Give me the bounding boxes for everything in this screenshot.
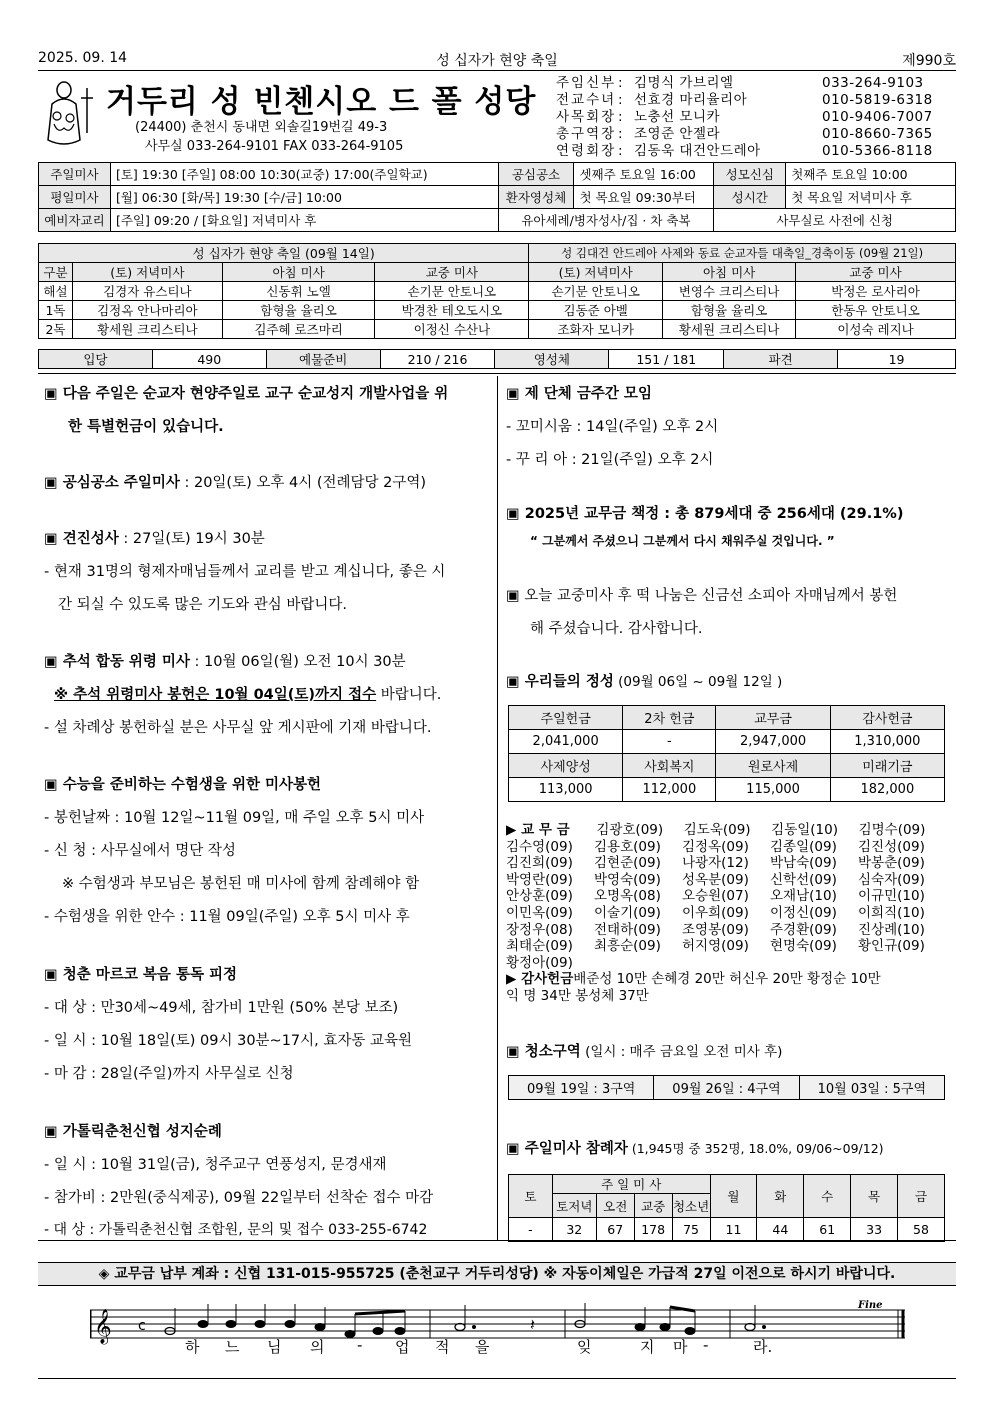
staff-phone: 033-264-9103 [822,75,924,91]
table-header: 성 김대건 안드레아 사제와 동료 순교자들 대축일_경축이동 (09월 21일) [529,244,956,263]
list-item [506,938,946,955]
donor-name: 김정옥(09) [682,838,749,855]
donor-name: 이정신(09) [770,904,837,921]
notice-text: 해 주셨습니다. 감사합니다. [530,621,703,637]
table-header: 월 [710,1175,757,1218]
staff-role: 사목회장 [556,109,617,125]
donor-name: 박영란(09) [506,871,573,888]
table-cell: 박경찬 테오도시오 [375,301,529,320]
donor-name: 김종일(09) [770,838,837,855]
notice-heading: ▣ 견진성사 [44,531,119,547]
table-cell: 178 [634,1218,672,1242]
staff-name: 노충선 모니카 [634,109,721,125]
staff-role: 연령회장 [556,143,617,159]
donor-name: 김수영(09) [506,838,573,855]
notice-memorial-mass [44,650,406,671]
donor-name: 황인규(09) [858,938,925,955]
notice-heading: ▣ 추석 합동 위령 미사 [44,654,190,670]
staff-role: 주임신부 [556,75,617,91]
svg-text:c: c [138,1318,146,1334]
donor-name: 이민옥(09) [506,904,573,921]
cleaning-table [508,1075,945,1100]
table-row [39,282,956,301]
staff-phone: 010-5366-8118 [822,143,933,159]
notice-text: - 마 감 : 28일(주일)까지 사무실로 신청 [44,1066,294,1082]
divider [38,70,956,71]
notice-cleaning [506,1040,782,1061]
table-header: 예물준비 [266,350,380,369]
svg-text:𝄽: 𝄽 [530,1315,535,1334]
table-header: 사회복지 [623,754,716,778]
notice-text: 바랍니다. [376,687,442,703]
church-address: (24400) 춘천시 동내면 외솔길19번길 49-3 [135,120,388,135]
table-cell: 황세원 크리스티나 [663,320,796,339]
list-item [506,988,946,1005]
staff-name: 조영준 안젤라 [634,126,721,142]
notice-heading: ▣ 제 단체 금주간 모임 [506,386,652,402]
table-cell: 113,000 [509,778,623,802]
church-address-block [135,118,403,156]
column-divider [497,376,498,1240]
list-item [506,872,946,889]
table-cell: 09월 26일 : 4구역 [654,1076,799,1100]
table-header: (토) 저녁미사 [529,263,663,282]
list-item [506,855,946,872]
table-row [39,320,956,339]
list-item [506,822,946,839]
table-header: 2차 헌금 [623,706,716,730]
notice-text: - 봉헌날짜 : 10월 12일~11월 09일, 매 주일 오후 5시 미사 [44,810,425,826]
table-header: (토) 저녁미사 [72,263,222,282]
table-cell: 유아세례/병자성사/집 · 차 축복 [498,209,714,232]
table-cell: 성시간 [714,186,786,209]
table-cell: - [623,730,716,754]
lyric-syllable: 라. [753,1338,773,1356]
table-cell: 490 [152,350,266,369]
table-cell: 이성숙 레지나 [796,320,956,339]
table-cell: 환자영성체 [498,186,574,209]
table-row [39,350,956,369]
table-header: 아침 미사 [222,263,375,282]
staff-row: 주임신부 : 김명식 가브리엘 033-264-9103 [556,75,924,91]
donor-name: 이규민(10) [858,888,925,905]
table-cell: 함형율 율리오 [663,301,796,320]
donor-name: 오승원(07) [682,888,749,905]
staff-row: 전교수녀 : 선효경 마리율리아 010-5819-6318 [556,92,933,108]
staff-role: 총구역장 [556,126,617,142]
donor-name: 박남숙(09) [770,855,837,872]
attendance-table [508,1174,945,1242]
church-name: 거두리 성 빈첸시오 드 폴 성당 [106,84,537,120]
table-cell: 손기문 안토니오 [375,282,529,301]
table-header: 교중 [634,1194,672,1218]
donor-name: 이술기(09) [594,904,661,921]
table-cell: 210 / 216 [380,350,495,369]
table-header: 성 십자가 현양 축일 (09월 14일) [39,244,529,263]
notice-heading: ▣ 청소구역 [506,1044,581,1060]
lyric-syllable: 의 [310,1338,325,1356]
notice-heading: ▣ 우리들의 정성 [506,674,614,690]
notice-text: : 20일(토) 오후 4시 (전례담당 2구역) [179,475,427,491]
church-logo-icon [42,78,98,148]
lyric-syllable: 을 [475,1338,490,1356]
donor-name: 허지영(09) [682,938,749,955]
donor-name: 황정아(09) [506,954,573,971]
staff-row: 사목회장 : 노충선 모니카 010-9406-7007 [556,109,933,125]
donor-name: 오재남(10) [770,888,837,905]
staff-phone: 010-9406-7007 [822,109,933,125]
table-header: 토 [509,1175,553,1218]
notice-heading: ▣ 청춘 마르코 복음 통독 피정 [44,967,238,983]
notice-text: - 대 상 : 가톨릭춘천신협 조합원, 문의 및 접수 033-255-6742 [44,1222,428,1238]
donor-name: 심숙자(09) [858,871,925,888]
notice-text: - 대 상 : 만30세~49세, 참가비 1만원 (50% 본당 보조) [44,1000,399,1016]
table-cell: 33 [851,1218,898,1242]
table-header: 주일헌금 [509,706,623,730]
table-header: 오전 [596,1194,634,1218]
table-row [509,1175,945,1194]
issue-date: 2025. 09. 14 [38,50,128,66]
donor-name: 이희직(10) [858,904,925,921]
table-header: 토저녁 [552,1194,596,1218]
lyric-syllable: 느 [225,1338,240,1356]
table-cell: [월] 06:30 [화/목] 19:30 [수/금] 10:00 [110,186,498,209]
donor-name: 진상례(10) [858,921,925,938]
table-cell: 10월 03일 : 5구역 [799,1076,944,1100]
donor-name: 신학선(09) [770,871,837,888]
table-row [39,186,956,209]
table-header: 구분 [39,263,73,282]
table-cell: 셋째주 토요일 16:00 [574,163,714,186]
table-cell: 김경자 유스티나 [72,282,222,301]
table-cell: 김정옥 안나마리아 [72,301,222,320]
table-header: 교중 미사 [375,263,529,282]
table-header: 아침 미사 [663,263,796,282]
table-cell: - [509,1218,553,1242]
liturgy-roles-table [38,243,956,339]
table-cell: 61 [804,1218,851,1242]
table-cell: 첫째주 토요일 10:00 [786,163,956,186]
donor-name: 나광자(12) [682,855,749,872]
notice-text: - 신 청 : 사무실에서 명단 작성 [44,843,236,859]
donor-name: 이우희(09) [682,904,749,921]
donor-name: 박영숙(09) [594,871,661,888]
notice-memorial-note [54,683,441,704]
table-cell: 2,041,000 [509,730,623,754]
notice-text: - 수험생을 위한 안수 : 11월 09일(주일) 오후 5시 미사 후 [44,909,410,925]
list-item [506,839,946,856]
table-header: 목 [851,1175,898,1218]
staff-phone: 010-5819-6318 [822,92,933,108]
table-cell: 2독 [39,320,73,339]
donor-label: ▶ 교 무 금 [506,822,570,838]
donor-name: 김동일(10) [771,822,838,838]
fine-label: Fine [858,1300,883,1311]
table-cell: 2,947,000 [716,730,830,754]
list-item [506,922,946,939]
table-cell: 182,000 [830,778,944,802]
table-header: 파견 [724,350,838,369]
table-cell: 손기문 안토니오 [529,282,663,301]
notice-text: - 참가비 : 2만원(중식제공), 09월 22일부터 선착순 접수 마감 [44,1190,434,1206]
table-cell: 58 [898,1218,945,1242]
donor-name: 김명수(09) [858,822,926,838]
notice-text: - 꾸 리 아 : 21일(주일) 오후 2시 [506,452,714,468]
table-cell: 09월 19일 : 3구역 [509,1076,654,1100]
table-row [39,209,956,232]
table-row [39,163,956,186]
table-cell: 박정은 로사리아 [796,282,956,301]
donor-name: 안상훈(09) [506,888,573,905]
notice-heading: ▣ 가톨릭춘천신협 성지순례 [44,1124,222,1140]
table-header: 금 [898,1175,945,1218]
table-cell: 151 / 181 [609,350,724,369]
staff-phone: 010-8660-7365 [822,126,933,142]
table-cell: 첫 목요일 저녁미사 후 [786,186,956,209]
donor-label: ▶ 감사헌금 [506,971,574,988]
donor-name: 현명숙(09) [770,938,837,955]
lyric-syllable: 하 [185,1338,200,1356]
table-cell: 김동준 아벨 [529,301,663,320]
table-cell: 1독 [39,301,73,320]
lyric-syllable: 님 [267,1338,282,1356]
table-header: 교무금 [716,706,830,730]
lyric-syllable: - [703,1336,709,1354]
notice-text: 간 되실 수 있도록 많은 기도와 관심 바랍니다. [58,597,347,613]
staff-row: 연령회장 : 김동욱 대건안드레아 010-5366-8118 [556,143,933,159]
donor-name: 오명옥(08) [594,888,661,905]
lyric-syllable: 적 [435,1338,450,1356]
notice-confirmation [44,527,265,548]
divider [38,373,956,374]
donor-name: 김용호(09) [594,838,661,855]
mass-schedule-table [38,162,956,232]
notice-text: - 현재 31명의 형제자매님들께서 교리를 받고 계십니다, 좋은 시 [44,564,446,580]
notice-text: (09월 06일 ~ 09월 12일 ) [613,674,783,690]
table-cell: 주일미사 [39,163,111,186]
mass-stats-table [38,349,956,369]
svg-text:𝄞: 𝄞 [94,1309,112,1344]
list-item [506,971,946,988]
table-row [509,1076,945,1100]
table-cell: 19 [838,350,956,369]
table-row [509,1218,945,1242]
notice-gongsim [44,471,426,492]
donor-name: 김현준(09) [594,855,661,872]
notice-text: : 27일(토) 19시 30분 [118,531,265,547]
hymn-lyrics [185,1336,785,1356]
staff-name: 김명식 가브리엘 [634,75,734,91]
list-item [506,888,946,905]
donor-name: 배준성 10만 손혜경 20만 허신우 20만 황정순 10만 [573,971,881,988]
notice-text: : 10월 06일(월) 오전 10시 30분 [189,654,406,670]
table-cell: 32 [552,1218,596,1242]
donor-name: 김진성(09) [858,838,925,855]
staff-list [556,75,933,160]
table-cell: 황세원 크리스티나 [72,320,222,339]
table-cell: 11 [710,1218,757,1242]
notice-offering [506,670,782,691]
staff-name: 선효경 마리율리아 [634,92,748,108]
table-row [39,244,956,263]
notice-text: - 설 차례상 봉헌하실 분은 사무실 앞 게시판에 기재 바랍니다. [44,720,432,736]
header-top-row [38,50,956,70]
table-cell: 평일미사 [39,186,111,209]
notice-text: - 일 시 : 10월 18일(토) 09시 30분~17시, 효자동 교육원 [44,1033,413,1049]
table-cell: 신동휘 노엘 [222,282,375,301]
table-cell: 67 [596,1218,634,1242]
table-cell: 변영수 크리스티나 [663,282,796,301]
divider [38,1240,956,1241]
table-header: 사제양성 [509,754,623,778]
table-cell: 한동우 안토니오 [796,301,956,320]
donor-name: 김광호(09) [596,822,664,838]
table-row [39,263,956,282]
donor-name: 김도욱(09) [683,822,751,838]
lyric-syllable: 지 [640,1338,655,1356]
table-cell: 1,310,000 [830,730,944,754]
donor-name: 최흥순(09) [594,938,661,955]
table-row [509,778,945,802]
donor-name: 성옥분(09) [682,871,749,888]
table-header: 원로사제 [716,754,830,778]
table-cell: 이정신 수산나 [375,320,529,339]
church-office: 사무실 033-264-9101 FAX 033-264-9105 [145,139,404,154]
lyric-syllable: 잊 [577,1338,592,1356]
notice-text: ▣ 오늘 교중미사 후 떡 나눔은 신금선 소피아 자매님께서 봉헌 [506,588,898,604]
notice-text: - 일 시 : 10월 31일(금), 청주교구 연풍성지, 문경새재 [44,1157,387,1173]
table-cell: 조화자 모니카 [529,320,663,339]
table-cell: 성모신심 [714,163,786,186]
table-header: 주 일 미 사 [552,1175,710,1194]
payment-account-banner: ◈ 교무금 납부 계좌 : 신협 131-015-955725 (춘천교구 거두리성당) ※ 자동이체일은 가급적 27일 이전으로 하시기 바랍니다. [38,1262,956,1286]
donor-name: 최태순(09) [506,938,573,955]
table-row [39,301,956,320]
table-cell: 김주혜 로즈마리 [222,320,375,339]
list-item [506,905,946,922]
table-header: 입당 [39,350,153,369]
notice-text: (일시 : 매주 금요일 오전 미사 후) [580,1044,783,1060]
staff-role: 전교수녀 [556,92,617,108]
table-header: 영성체 [495,350,609,369]
notice-heading: ▣ 2025년 교무금 책정 : 총 879세대 중 256세대 (29.1%) [506,506,904,522]
table-cell: 예비자교리 [39,209,111,232]
donor-name: 주경환(09) [770,921,837,938]
table-cell: 75 [672,1218,710,1242]
notice-heading: ▣ 공심공소 주일미사 [44,475,180,491]
table-cell: 공심공소 [498,163,574,186]
table-header: 교중 미사 [796,263,956,282]
table-cell: 44 [757,1218,804,1242]
donor-names [506,822,946,1005]
notice-martyrs: ▣ 다음 주일은 순교자 현양주일로 교구 순교성지 개발사업을 위 [44,386,449,402]
notice-text: - 꼬미시움 : 14일(주일) 오후 2시 [506,419,719,435]
table-header: 수 [804,1175,851,1218]
table-cell: [토] 19:30 [주일] 08:00 10:30(교중) 17:00(주일학교) [110,163,498,186]
donor-name: 박봉춘(09) [858,855,925,872]
table-header: 미래기금 [830,754,944,778]
donor-name: 장정우(08) [506,921,573,938]
issue-number: 제990호 [902,53,956,69]
donor-name: 조영봉(09) [682,921,749,938]
notice-text: (1,945명 중 352명, 18.0%, 09/06~09/12) [627,1141,884,1156]
table-cell: [주일] 09:20 / [화요일] 저녁미사 후 [110,209,498,232]
table-row [509,706,945,730]
table-row [509,754,945,778]
donor-name: 김진희(09) [506,855,573,872]
list-item [506,955,946,972]
lyric-syllable: - [357,1336,363,1354]
feast-title: 성 십자가 현양 축일 [436,53,558,69]
table-cell: 해설 [39,282,73,301]
lyric-syllable: 마 [673,1338,688,1356]
table-cell: 첫 목요일 09:30부터 [574,186,714,209]
table-row [509,730,945,754]
notice-attendance [506,1137,884,1158]
notice-heading: ▣ 수능을 준비하는 수험생을 위한 미사봉헌 [44,777,322,793]
table-cell: 112,000 [623,778,716,802]
table-cell: 115,000 [716,778,830,802]
notice-martyrs-cont: 한 특별헌금이 있습니다. [68,419,224,435]
notice-text: ※ 수험생과 부모님은 봉헌된 매 미사에 함께 참례해야 함 [62,876,420,892]
notice-highlight: ※ 추석 위령미사 봉헌은 10월 04일(토)까지 접수 [54,687,377,703]
table-header: 화 [757,1175,804,1218]
offering-table [508,705,945,802]
divider [38,1378,956,1379]
table-cell: 사무실로 사전에 신청 [714,209,956,232]
donor-name: 익 명 34만 봉성체 37만 [506,987,649,1004]
lyric-syllable: 업 [395,1338,410,1356]
staff-name: 김동욱 대건안드레아 [634,143,761,159]
table-header: 청소년 [672,1194,710,1218]
notice-quote: “ 그분께서 주셨으니 그분께서 다시 채워주실 것입니다. ” [530,534,835,548]
table-cell: 함형율 율리오 [222,301,375,320]
donor-name: 전태하(09) [594,921,661,938]
staff-row: 총구역장 : 조영준 안젤라 010-8660-7365 [556,126,933,142]
table-header: 감사헌금 [830,706,944,730]
notice-heading: ▣ 주일미사 참례자 [506,1141,628,1157]
